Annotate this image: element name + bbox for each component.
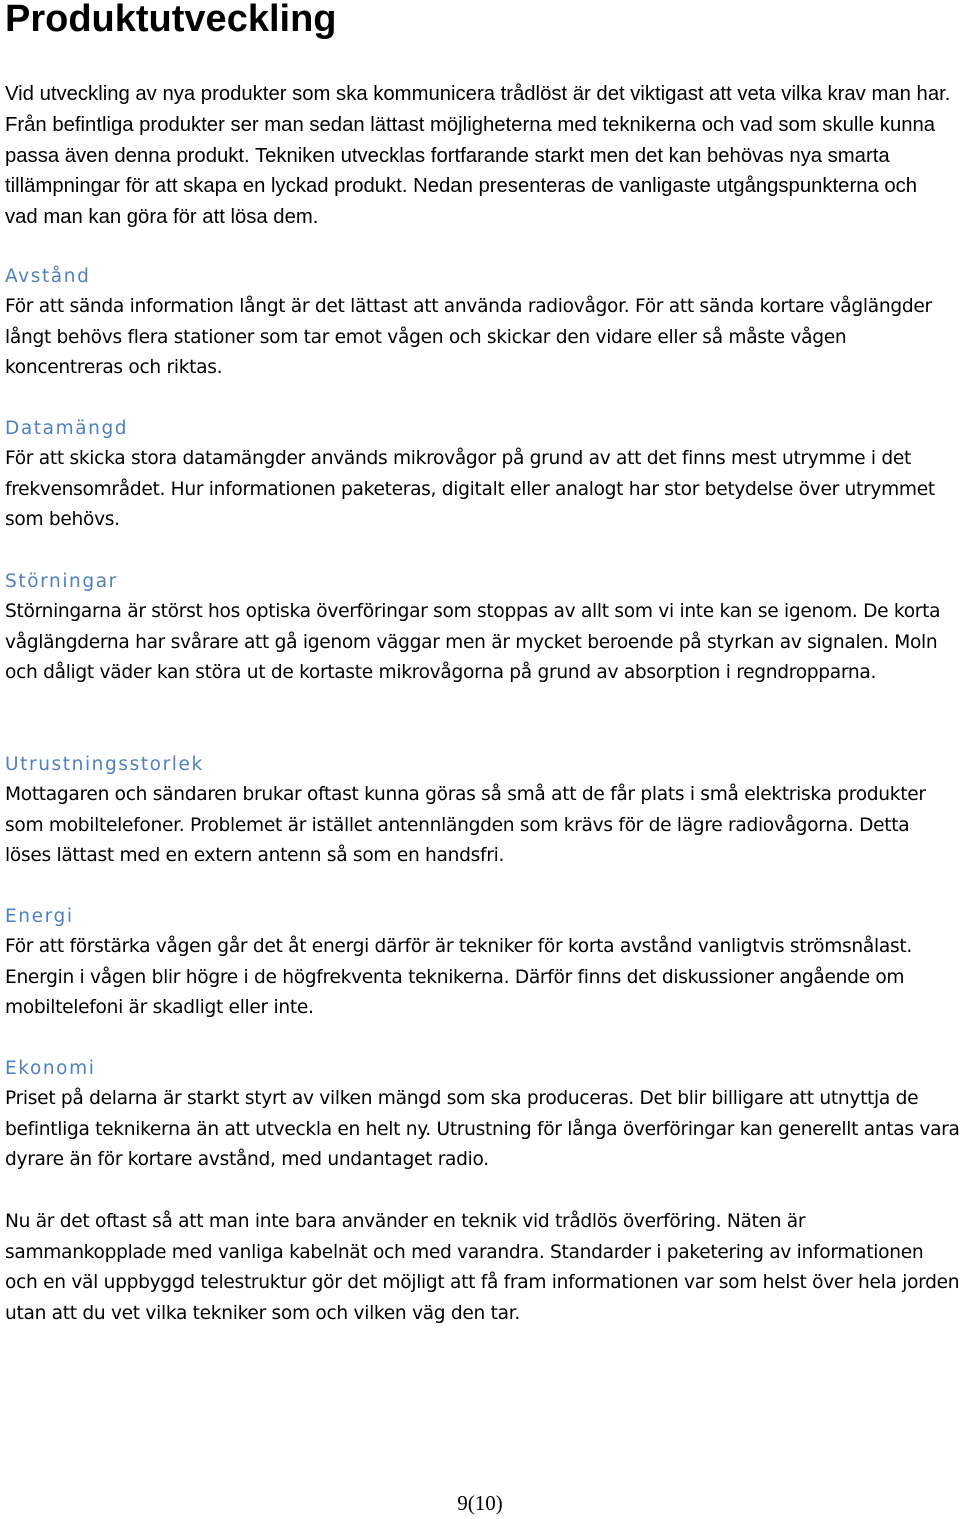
section-heading: Datamängd <box>5 418 129 439</box>
page-title: Produktutveckling <box>5 0 337 40</box>
intro-paragraph: Vid utveckling av nya produkter som ska kommunicera trådlöst är det viktigast att veta vilka krav man har. Från befintliga produkter ser man sedan lättast möjligheterna med teknikerna och vad som skulle kunna passa även denna produkt. Tekniken utvecklas fortfarande starkt men det kan behövas nya smarta tillämpningar för att skapa en lyckad produkt. Nedan presenteras de vanligaste utgångspunkterna och vad man kan göra för att lösa dem. <box>5 83 951 229</box>
section-heading: Energi <box>5 906 74 927</box>
section-heading: Störningar <box>5 571 118 592</box>
page-number: 9(10) <box>457 1491 503 1515</box>
section-avstand <box>5 262 960 384</box>
section-heading: Ekonomi <box>5 1058 96 1079</box>
section-body: Priset på delarna är starkt styrt av vilken mängd som ska produceras. Det blir billigare att utnyttja de befintliga teknikerna än att utveckla en helt ny. Utrustning för långa överföringar kan generellt antas vara dyrare än för kortare avstånd, med undantaget radio. <box>5 1088 960 1171</box>
section-body: Störningarna är störst hos optiska överföringar som stoppas av allt som vi inte kan se igenom. De korta våglängderna har svårare att gå igenom väggar men är mycket beroende på styrkan av signalen. Moln och dåligt väder kan störa ut de kortaste mikrovågorna på grund av absorption i regndropparna. <box>5 601 941 684</box>
section-energi <box>5 902 960 1024</box>
section-heading: Avstånd <box>5 266 91 287</box>
section-body: Mottagaren och sändaren brukar oftast kunna göras så små att de får plats i små elektriska produkter som mobiltelefoner. Problemet är istället antennlängden som krävs för de lägre radiovågorna. Detta löses lättast med en extern antenn så som en handsfri. <box>5 784 926 867</box>
section-storningar <box>5 567 960 689</box>
section-body: För att skicka stora datamängder används mikrovågor på grund av att det finns mest utrymme i det frekvensområdet. Hur informationen paketeras, digitalt eller analogt har stor betydelse över utrymmet som behövs. <box>5 448 935 531</box>
section-datamangd <box>5 414 960 536</box>
section-body: För att förstärka vågen går det åt energi därför är tekniker för korta avstånd vanligtvis strömsnålast. Energin i vågen blir högre i de högfrekventa teknikerna. Därför finns det diskussioner angående om mobiltelefoni är skadligt eller inte. <box>5 936 912 1019</box>
section-ekonomi <box>5 1054 960 1176</box>
closing-paragraph: Nu är det oftast så att man inte bara använder en teknik vid trådlös överföring. Näten är sammankopplade med vanliga kabelnät och med varandra. Standarder i paketering av informationen och en väl uppbyggd telestruktur gör det möjligt att få fram informationen var som helst över hela jorden utan att du vet vilka tekniker som och vilken väg den tar. <box>5 1211 960 1325</box>
section-utrustningsstorlek <box>5 750 960 872</box>
section-body: För att sända information långt är det lättast att använda radiovågor. För att sända kortare våglängder långt behövs flera stationer som tar emot vågen och skickar den vidare eller så måste vågen koncentreras och riktas. <box>5 296 932 379</box>
section-heading: Utrustningsstorlek <box>5 754 204 775</box>
